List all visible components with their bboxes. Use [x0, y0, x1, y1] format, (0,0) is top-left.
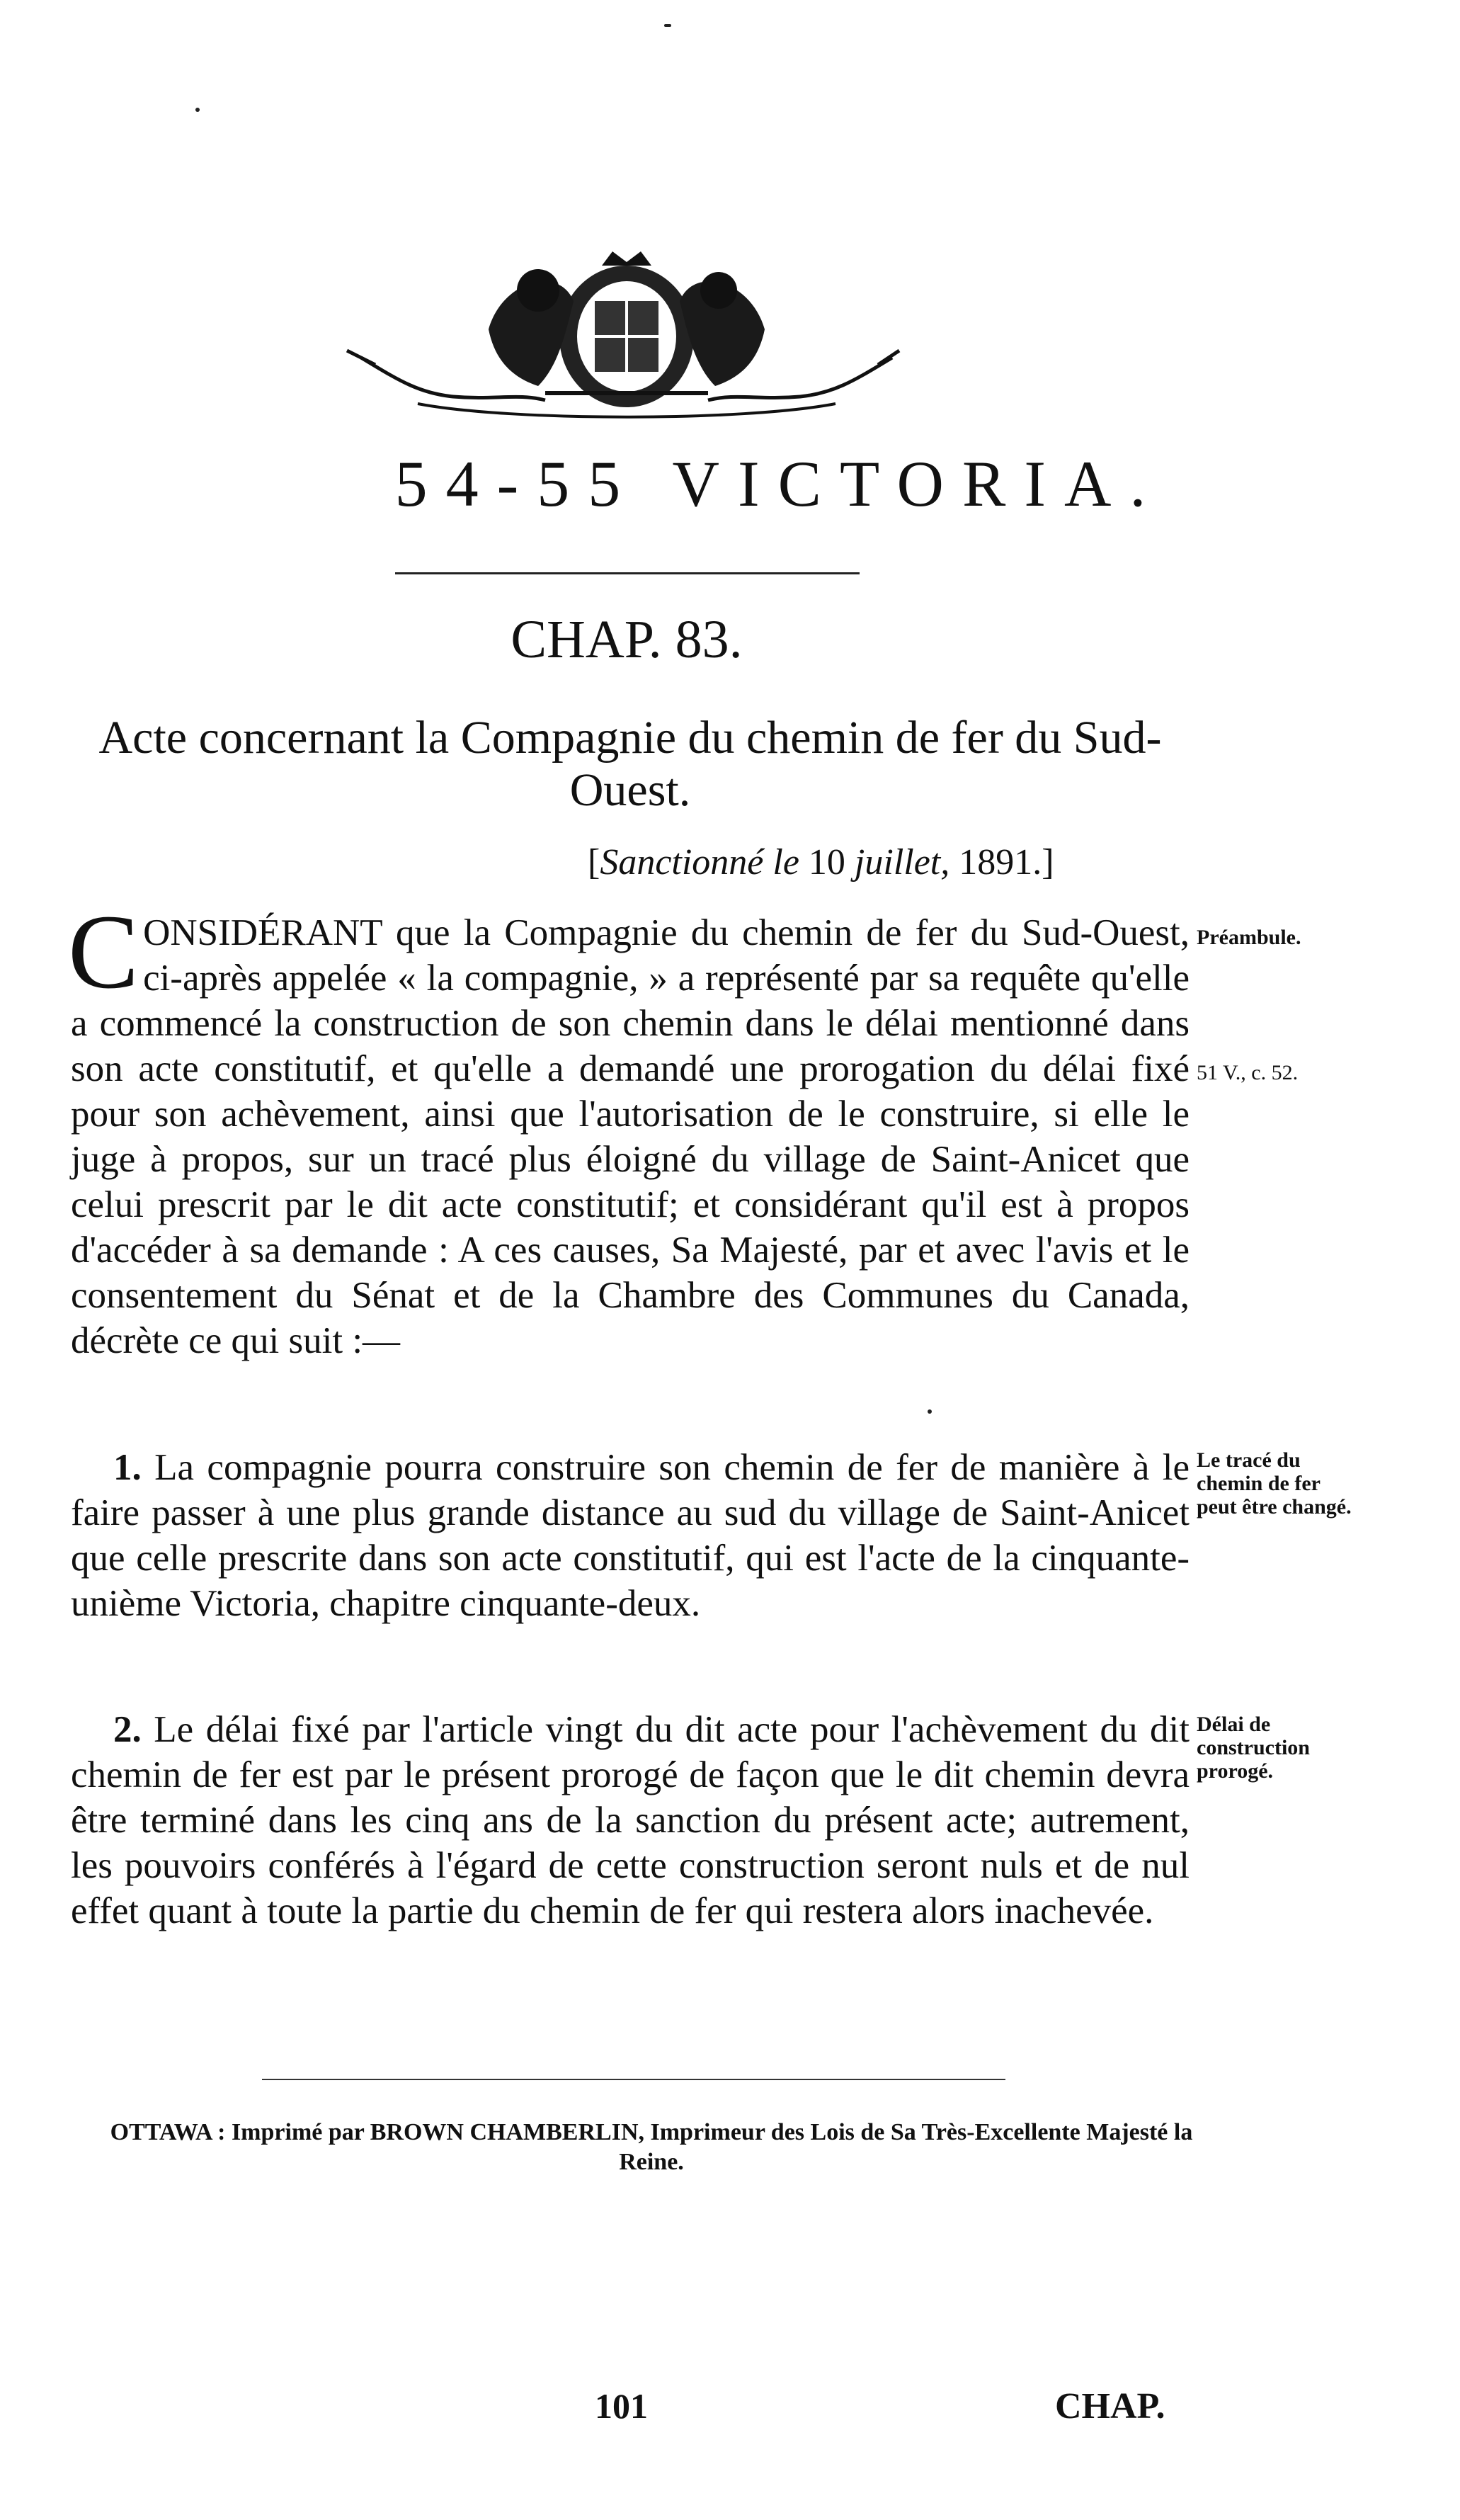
sanction-date — [588, 841, 1054, 883]
speck — [664, 24, 671, 27]
page-number: 101 — [595, 2386, 648, 2426]
section-1-text: La compagnie pourra construire son chemin de fer de manière à le faire passer à une plus grande distance au sud du village de Saint-Anicet que celle prescrite dans son acte constitutif, qui est l'acte de la cinquante-unième Victoria, chapitre cinquante-deux. — [71, 1447, 1190, 1624]
act-title: Acte concernant la Compagnie du chemin de fer du Sud-Ouest. — [98, 712, 1162, 816]
footer-rule — [262, 2079, 1005, 2080]
catchword: CHAP. — [1055, 2386, 1165, 2427]
sanction-open-bracket: [ — [588, 842, 600, 882]
speck — [928, 1409, 932, 1414]
sanction-year: 1891.] — [959, 842, 1054, 882]
heading-rule — [395, 572, 860, 574]
sanction-month: juillet, — [854, 842, 950, 882]
section-2-number: 2. — [113, 1709, 142, 1750]
royal-coat-of-arms — [333, 251, 920, 421]
section-1-number: 1. — [113, 1447, 142, 1488]
section-1 — [71, 1445, 1190, 1626]
section-2 — [71, 1707, 1190, 1934]
margin-note-citation: 51 V., c. 52. — [1197, 1061, 1299, 1084]
reign-heading: 54-55 VICTORIA. — [394, 448, 1165, 520]
preamble-paragraph — [68, 893, 1190, 1363]
chapter-heading: CHAP. 83. — [511, 610, 743, 669]
margin-note-section-1: Le tracé du chemin de fer peut être changé. — [1197, 1448, 1352, 1519]
preamble-text: ONSIDÉRANT que la Compagnie du chemin de fer du Sud-Ouest, ci-après appelée « la compagnie, » a représenté par sa requête qu'elle a commencé la construction de son chemin dans le délai mentionné dans son acte constitutif, et qu'elle a demandé une prorogation du délai fixé pour son achèvement, ainsi que l'autorisation de le construire, si elle le juge à propos, sur un tracé plus éloigné du village de Saint-Anicet que celui prescrit par le dit acte constitutif; et considérant qu'il est à propos d'accéder à sa demande : A ces causes, Sa Majesté, par et avec l'avis et le consentement du Sénat et de la Chambre des Communes du Canada, décrète ce qui suit :— — [71, 912, 1190, 1361]
sanction-prefix: Sanctionné le — [600, 842, 799, 882]
margin-note-preamble: Préambule. — [1197, 926, 1301, 949]
margin-note-section-2: Délai de construction prorogé. — [1197, 1713, 1310, 1783]
printer-imprint: OTTAWA : Imprimé par BROWN CHAMBERLIN, Imprimeur des Lois de Sa Très-Excellente Majesté la Reine. — [110, 2119, 1193, 2175]
speck — [195, 108, 200, 112]
sanction-day: 10 — [808, 842, 845, 882]
drop-cap: C — [68, 893, 139, 1011]
section-2-text: Le délai fixé par l'article vingt du dit acte pour l'achèvement du dit chemin de fer est par le présent prorogé de façon que le dit chemin devra être terminé dans les cinq ans de la sanction du présent acte; autrement, les pouvoirs conférés à l'égard de cette construction seront nuls et de nul effet quant à toute la partie du chemin de fer qui restera alors inachevée. — [71, 1709, 1190, 1931]
